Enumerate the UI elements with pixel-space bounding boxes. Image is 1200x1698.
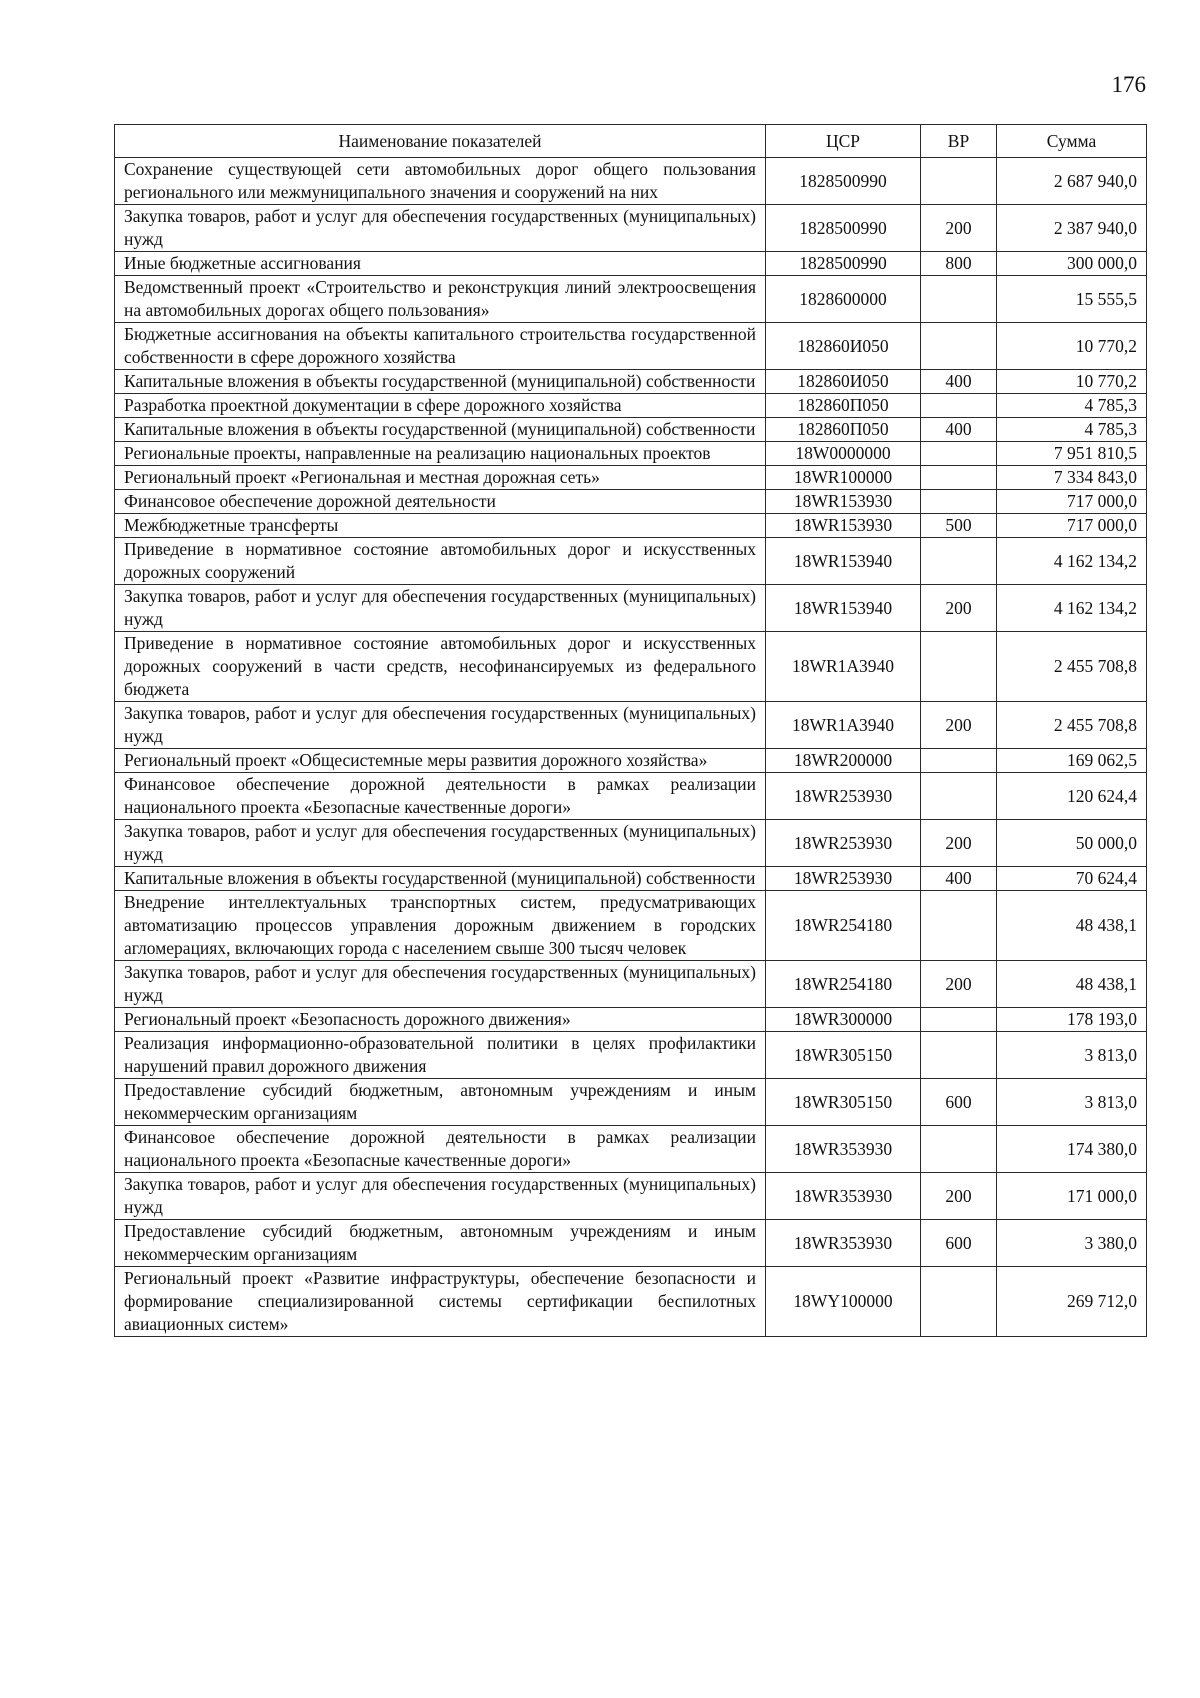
name-cell: Закупка товаров, работ и услуг для обеспечения государственных (муниципальных) нужд <box>115 205 766 252</box>
table-header-row <box>115 125 1147 158</box>
sum-cell: 178 193,0 <box>997 1008 1147 1032</box>
table-row <box>115 1173 1147 1220</box>
csr-cell: 18W0000000 <box>766 442 921 466</box>
sum-cell: 120 624,4 <box>997 773 1147 820</box>
name-cell: Ведомственный проект «Строительство и реконструкция линий электроосвещения на автомобильных дорогах общего пользования» <box>115 276 766 323</box>
table-row <box>115 1126 1147 1173</box>
table-row <box>115 773 1147 820</box>
name-cell: Внедрение интеллектуальных транспортных систем, предусматривающих автоматизацию процессов управления дорожным движением в городских агломерациях, включающих города с населением свыше 300 тысяч человек <box>115 891 766 961</box>
name-cell: Региональный проект «Общесистемные меры развития дорожного хозяйства» <box>115 749 766 773</box>
vr-cell <box>921 749 997 773</box>
table-row <box>115 466 1147 490</box>
vr-cell <box>921 394 997 418</box>
table-row <box>115 702 1147 749</box>
vr-cell <box>921 538 997 585</box>
vr-cell <box>921 276 997 323</box>
csr-cell: 182860П050 <box>766 418 921 442</box>
name-cell: Предоставление субсидий бюджетным, автономным учреждениям и иным некоммерческим организациям <box>115 1220 766 1267</box>
csr-cell: 18WR253930 <box>766 867 921 891</box>
page-number: 176 <box>1111 72 1146 97</box>
table-row <box>115 418 1147 442</box>
name-cell: Закупка товаров, работ и услуг для обеспечения государственных (муниципальных) нужд <box>115 961 766 1008</box>
sum-cell: 15 555,5 <box>997 276 1147 323</box>
vr-cell <box>921 442 997 466</box>
header-sum: Сумма <box>997 125 1147 158</box>
table-row <box>115 538 1147 585</box>
vr-cell: 200 <box>921 961 997 1008</box>
name-cell: Приведение в нормативное состояние автомобильных дорог и искусственных дорожных сооружений в части средств, несофинансируемых из федерального бюджета <box>115 632 766 702</box>
vr-cell <box>921 158 997 205</box>
sum-cell: 3 380,0 <box>997 1220 1147 1267</box>
header-name: Наименование показателей <box>115 125 766 158</box>
table-row <box>115 820 1147 867</box>
sum-cell: 269 712,0 <box>997 1267 1147 1337</box>
sum-cell: 10 770,2 <box>997 323 1147 370</box>
vr-cell: 200 <box>921 585 997 632</box>
sum-cell: 70 624,4 <box>997 867 1147 891</box>
vr-cell <box>921 773 997 820</box>
sum-cell: 717 000,0 <box>997 490 1147 514</box>
vr-cell <box>921 891 997 961</box>
vr-cell: 800 <box>921 252 997 276</box>
name-cell: Региональный проект «Развитие инфраструктуры, обеспечение безопасности и формирование специализированной системы сертификации беспилотных авиационных систем» <box>115 1267 766 1337</box>
sum-cell: 7 334 843,0 <box>997 466 1147 490</box>
csr-cell: 182860П050 <box>766 394 921 418</box>
table-row <box>115 323 1147 370</box>
table-row <box>115 961 1147 1008</box>
vr-cell <box>921 1267 997 1337</box>
vr-cell <box>921 323 997 370</box>
table-row <box>115 442 1147 466</box>
budget-table <box>114 124 1147 1337</box>
table-body <box>115 158 1147 1337</box>
vr-cell: 600 <box>921 1220 997 1267</box>
csr-cell: 18WR200000 <box>766 749 921 773</box>
name-cell: Капитальные вложения в объекты государственной (муниципальной) собственности <box>115 370 766 394</box>
csr-cell: 18WR253930 <box>766 773 921 820</box>
table-row <box>115 252 1147 276</box>
sum-cell: 48 438,1 <box>997 891 1147 961</box>
csr-cell: 18WR300000 <box>766 1008 921 1032</box>
table-row <box>115 158 1147 205</box>
csr-cell: 18WR254180 <box>766 961 921 1008</box>
vr-cell: 500 <box>921 514 997 538</box>
csr-cell: 18WR353930 <box>766 1173 921 1220</box>
sum-cell: 50 000,0 <box>997 820 1147 867</box>
csr-cell: 18WR153940 <box>766 585 921 632</box>
sum-cell: 3 813,0 <box>997 1079 1147 1126</box>
name-cell: Закупка товаров, работ и услуг для обеспечения государственных (муниципальных) нужд <box>115 702 766 749</box>
sum-cell: 4 162 134,2 <box>997 538 1147 585</box>
table-row <box>115 1267 1147 1337</box>
csr-cell: 1828500990 <box>766 205 921 252</box>
csr-cell: 18WR353930 <box>766 1220 921 1267</box>
csr-cell: 18WR253930 <box>766 820 921 867</box>
csr-cell: 18WR254180 <box>766 891 921 961</box>
name-cell: Межбюджетные трансферты <box>115 514 766 538</box>
csr-cell: 18WR305150 <box>766 1032 921 1079</box>
name-cell: Приведение в нормативное состояние автомобильных дорог и искусственных дорожных сооружений <box>115 538 766 585</box>
vr-cell: 200 <box>921 702 997 749</box>
csr-cell: 18WR153940 <box>766 538 921 585</box>
table-row <box>115 632 1147 702</box>
csr-cell: 18WR153930 <box>766 514 921 538</box>
vr-cell: 600 <box>921 1079 997 1126</box>
name-cell: Закупка товаров, работ и услуг для обеспечения государственных (муниципальных) нужд <box>115 820 766 867</box>
vr-cell <box>921 1032 997 1079</box>
vr-cell: 400 <box>921 867 997 891</box>
header-vr: ВР <box>921 125 997 158</box>
sum-cell: 7 951 810,5 <box>997 442 1147 466</box>
table-row <box>115 749 1147 773</box>
csr-cell: 182860И050 <box>766 370 921 394</box>
table-row <box>115 394 1147 418</box>
sum-cell: 171 000,0 <box>997 1173 1147 1220</box>
name-cell: Региональный проект «Безопасность дорожного движения» <box>115 1008 766 1032</box>
vr-cell <box>921 1008 997 1032</box>
sum-cell: 174 380,0 <box>997 1126 1147 1173</box>
table-row <box>115 205 1147 252</box>
name-cell: Бюджетные ассигнования на объекты капитального строительства государственной собственности в сфере дорожного хозяйства <box>115 323 766 370</box>
sum-cell: 4 785,3 <box>997 394 1147 418</box>
name-cell: Реализация информационно-образовательной политики в целях профилактики нарушений правил дорожного движения <box>115 1032 766 1079</box>
sum-cell: 2 387 940,0 <box>997 205 1147 252</box>
sum-cell: 300 000,0 <box>997 252 1147 276</box>
table-row <box>115 1220 1147 1267</box>
name-cell: Закупка товаров, работ и услуг для обеспечения государственных (муниципальных) нужд <box>115 585 766 632</box>
vr-cell: 200 <box>921 205 997 252</box>
table-row <box>115 1032 1147 1079</box>
csr-cell: 1828600000 <box>766 276 921 323</box>
name-cell: Иные бюджетные ассигнования <box>115 252 766 276</box>
csr-cell: 1828500990 <box>766 158 921 205</box>
name-cell: Финансовое обеспечение дорожной деятельности в рамках реализации национального проекта «Безопасные качественные дороги» <box>115 1126 766 1173</box>
csr-cell: 18WR353930 <box>766 1126 921 1173</box>
vr-cell: 200 <box>921 1173 997 1220</box>
name-cell: Разработка проектной документации в сфере дорожного хозяйства <box>115 394 766 418</box>
csr-cell: 18WY100000 <box>766 1267 921 1337</box>
table-row <box>115 490 1147 514</box>
name-cell: Региональные проекты, направленные на реализацию национальных проектов <box>115 442 766 466</box>
csr-cell: 18WR100000 <box>766 466 921 490</box>
csr-cell: 18WR305150 <box>766 1079 921 1126</box>
vr-cell <box>921 490 997 514</box>
name-cell: Финансовое обеспечение дорожной деятельности в рамках реализации национального проекта «Безопасные качественные дороги» <box>115 773 766 820</box>
csr-cell: 18WR1A3940 <box>766 702 921 749</box>
table-row <box>115 867 1147 891</box>
sum-cell: 10 770,2 <box>997 370 1147 394</box>
vr-cell: 400 <box>921 370 997 394</box>
vr-cell: 200 <box>921 820 997 867</box>
vr-cell <box>921 1126 997 1173</box>
csr-cell: 1828500990 <box>766 252 921 276</box>
sum-cell: 48 438,1 <box>997 961 1147 1008</box>
sum-cell: 2 455 708,8 <box>997 632 1147 702</box>
vr-cell: 400 <box>921 418 997 442</box>
name-cell: Региональный проект «Региональная и местная дорожная сеть» <box>115 466 766 490</box>
header-csr: ЦСР <box>766 125 921 158</box>
sum-cell: 4 785,3 <box>997 418 1147 442</box>
sum-cell: 3 813,0 <box>997 1032 1147 1079</box>
table-row <box>115 585 1147 632</box>
csr-cell: 18WR1A3940 <box>766 632 921 702</box>
table-row <box>115 276 1147 323</box>
name-cell: Финансовое обеспечение дорожной деятельности <box>115 490 766 514</box>
table-row <box>115 370 1147 394</box>
sum-cell: 2 455 708,8 <box>997 702 1147 749</box>
table-row <box>115 514 1147 538</box>
csr-cell: 18WR153930 <box>766 490 921 514</box>
sum-cell: 169 062,5 <box>997 749 1147 773</box>
vr-cell <box>921 632 997 702</box>
table-row <box>115 1008 1147 1032</box>
name-cell: Предоставление субсидий бюджетным, автономным учреждениям и иным некоммерческим организациям <box>115 1079 766 1126</box>
name-cell: Сохранение существующей сети автомобильных дорог общего пользования регионального или межмуниципального значения и сооружений на них <box>115 158 766 205</box>
vr-cell <box>921 466 997 490</box>
sum-cell: 2 687 940,0 <box>997 158 1147 205</box>
sum-cell: 717 000,0 <box>997 514 1147 538</box>
name-cell: Капитальные вложения в объекты государственной (муниципальной) собственности <box>115 418 766 442</box>
table-row <box>115 1079 1147 1126</box>
table-row <box>115 891 1147 961</box>
sum-cell: 4 162 134,2 <box>997 585 1147 632</box>
name-cell: Капитальные вложения в объекты государственной (муниципальной) собственности <box>115 867 766 891</box>
name-cell: Закупка товаров, работ и услуг для обеспечения государственных (муниципальных) нужд <box>115 1173 766 1220</box>
csr-cell: 182860И050 <box>766 323 921 370</box>
